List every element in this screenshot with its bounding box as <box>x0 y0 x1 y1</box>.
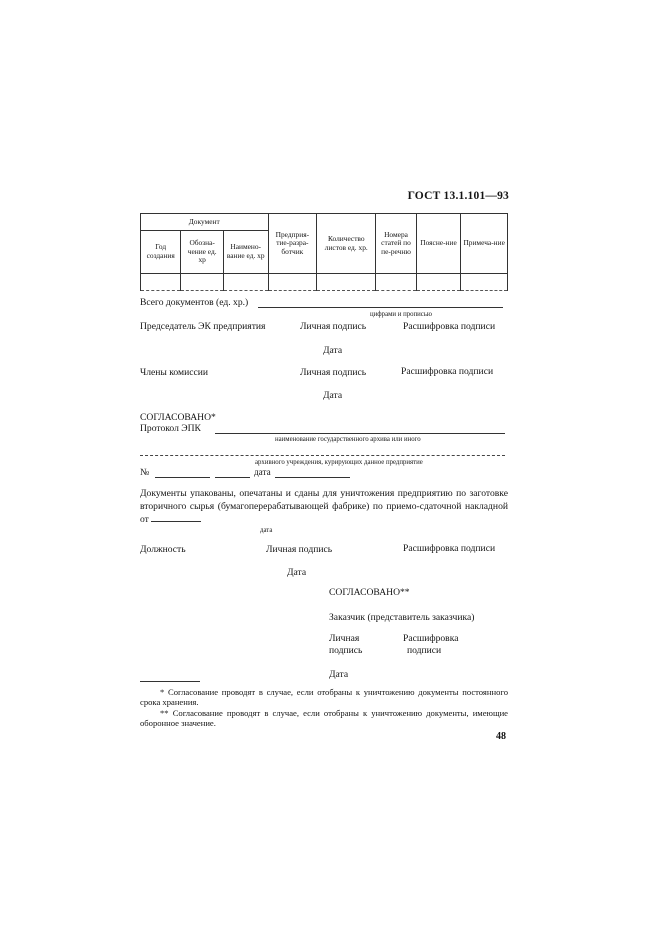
protocol-line <box>215 433 505 434</box>
position-decoding: Расшифровка подписи <box>403 543 496 554</box>
header-explanation: Поясне-ние <box>416 214 461 274</box>
total-documents-line <box>258 307 503 308</box>
members-date: Дата <box>323 390 343 401</box>
header-name: Наимено-вание ед. хр <box>223 231 268 274</box>
protocol-label: Протокол ЭПК <box>140 423 201 434</box>
number-label: № <box>140 467 150 478</box>
total-documents-hint: цифрами и прописью <box>370 311 432 318</box>
total-documents-label: Всего документов (ед. хр.) <box>140 297 249 308</box>
header-note: Примеча-ние <box>461 214 508 274</box>
customer-date: Дата <box>329 669 349 680</box>
table-row <box>141 274 508 291</box>
agreed2-title: СОГЛАСОВАНО** <box>329 587 410 598</box>
date-line-a <box>215 477 250 478</box>
agreed-title: СОГЛАСОВАНО* <box>140 412 216 423</box>
packed-paragraph <box>140 487 508 526</box>
customer-signature-line2: подпись <box>329 645 363 656</box>
customer-decoding-line1: Расшифровка <box>403 633 459 644</box>
archive-hint-2: архивного учреждения, курирующих данное предприятие <box>255 459 423 466</box>
header-article-numbers: Номера статей по пе-речню <box>376 214 416 274</box>
customer-label: Заказчик (представитель заказчика) <box>329 612 475 623</box>
members-label: Члены комиссии <box>140 367 209 378</box>
chairman-decoding: Расшифровка подписи <box>403 321 496 332</box>
customer-signature-line1: Личная <box>329 633 360 644</box>
footnote-2: ** Согласование проводят в случае, если отобраны к уничтожению документы, имеющие оборонное значение. <box>140 708 508 728</box>
customer-signature <box>329 633 362 657</box>
position-signature: Личная подпись <box>266 544 333 555</box>
header-sheet-count: Количество листов ед. хр. <box>317 214 376 274</box>
archive-hint-1: наименование государственного архива или иного <box>275 436 421 443</box>
footnote-1: * Согласование проводят в случае, если отобраны к уничтожению документы постоянного срока хранения. <box>140 687 508 707</box>
members-signature: Личная подпись <box>300 367 367 378</box>
standard-designation: ГОСТ 13.1.101—93 <box>407 190 509 202</box>
invoice-date-line <box>151 513 201 522</box>
header-document-group: Документ <box>141 214 269 231</box>
chairman-date: Дата <box>323 345 343 356</box>
number-line <box>155 477 210 478</box>
chairman-label: Председатель ЭК предприятия <box>140 321 266 332</box>
chairman-signature: Личная подпись <box>300 321 367 332</box>
members-decoding: Расшифровка подписи <box>401 366 494 377</box>
page-number: 48 <box>496 731 506 742</box>
header-enterprise: Предприя-тие-разра-ботчик <box>268 214 317 274</box>
position-date: Дата <box>287 567 307 578</box>
customer-decoding <box>403 633 459 657</box>
position-label: Должность <box>140 544 186 555</box>
footnote-separator <box>140 681 200 682</box>
documents-table <box>140 213 508 291</box>
header-year: Год создания <box>141 231 181 274</box>
archive-line <box>140 455 505 456</box>
customer-decoding-line2: подписи <box>407 645 442 656</box>
header-designation: Обозна-чение ед. хр <box>181 231 224 274</box>
invoice-date-hint: дата <box>260 527 273 534</box>
agreed-date-label: дата <box>254 467 271 477</box>
packed-text: Документы упакованы, опечатаны и сданы для уничтожения предприятию по заготовке вторичного сырья (бумагоперерабатывающей фабрике) по приемо-сдаточной накладной от <box>140 488 508 525</box>
date-line-b <box>275 477 350 478</box>
